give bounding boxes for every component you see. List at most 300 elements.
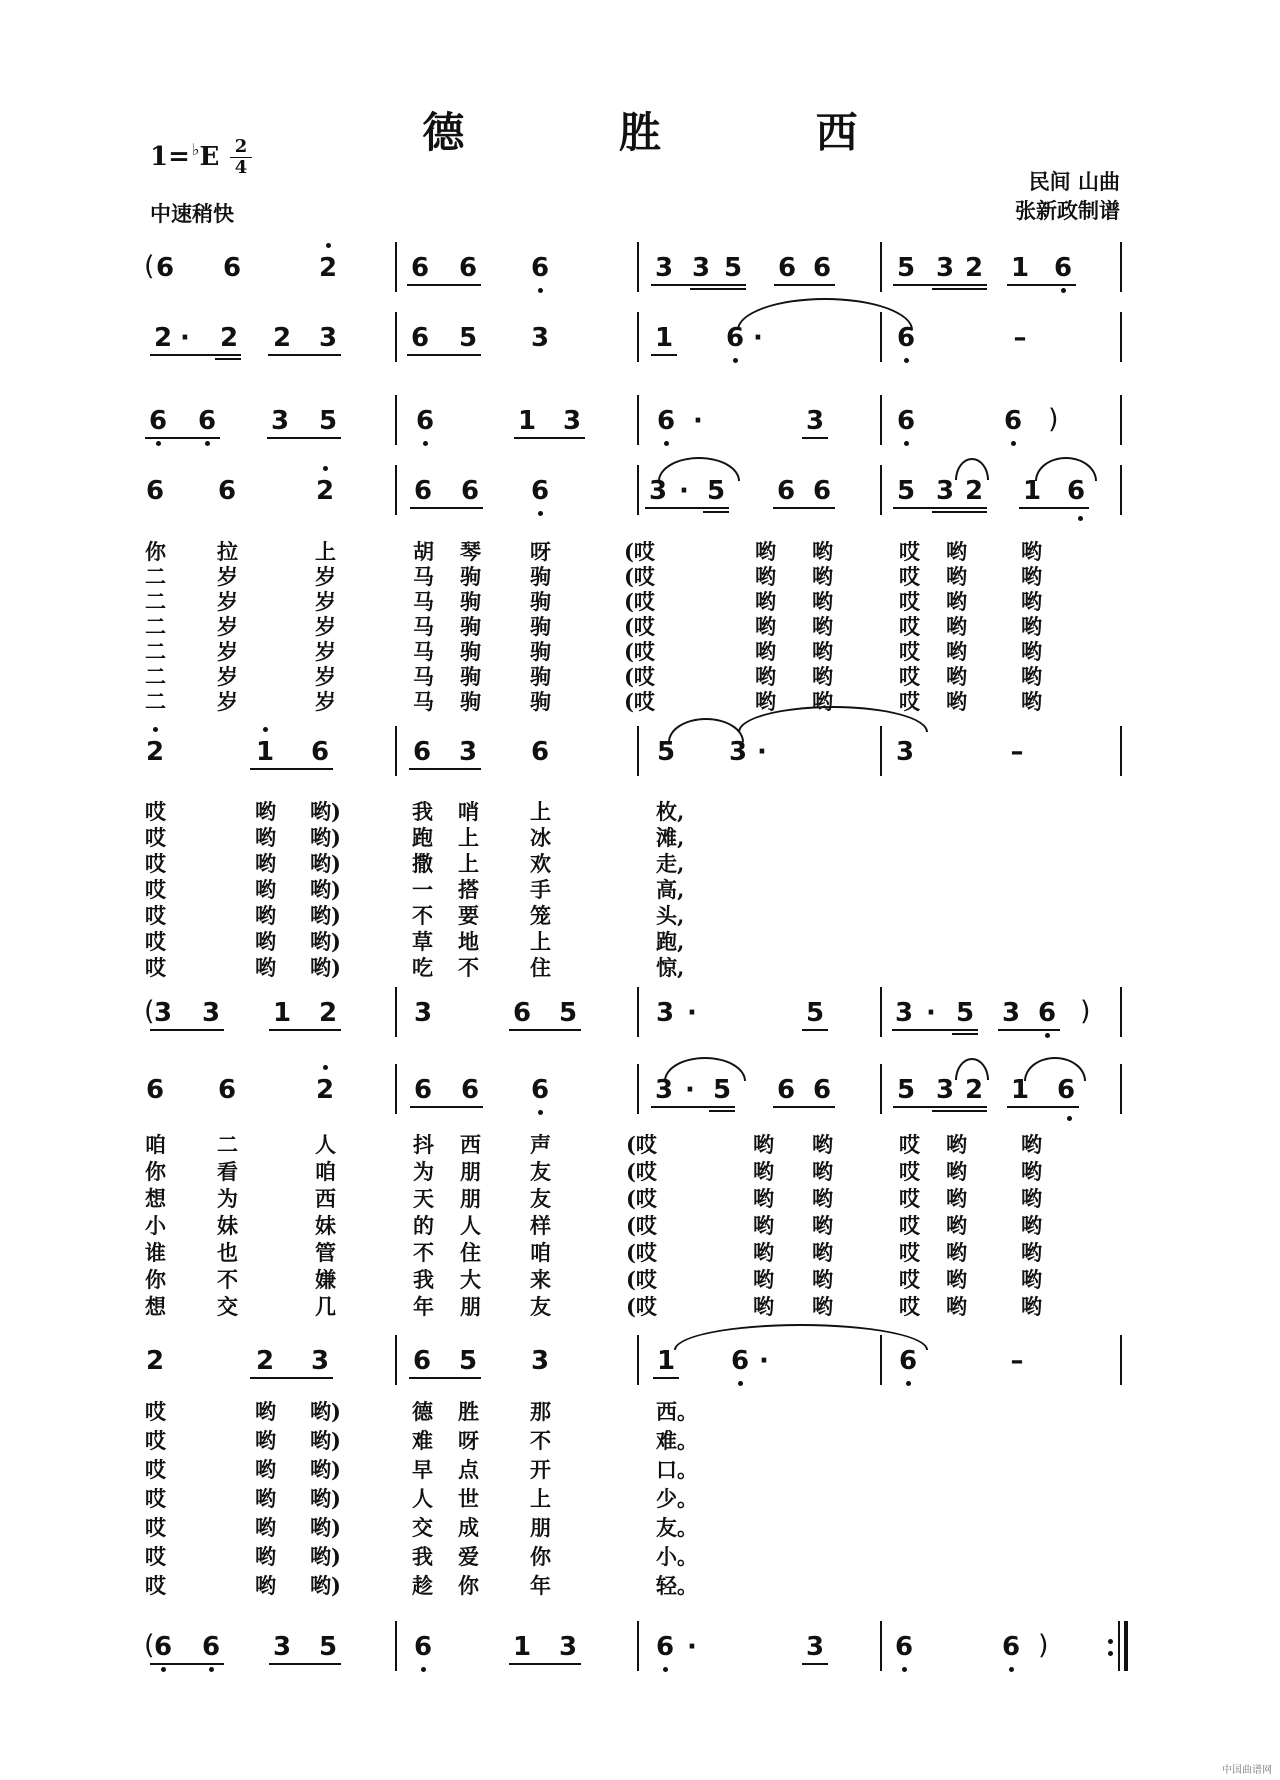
lyric-syllable: 抖 bbox=[413, 1132, 434, 1157]
lyric-syllable: 哟 bbox=[1021, 689, 1042, 714]
lyric-syllable: 样 bbox=[530, 1213, 551, 1238]
tempo-marking: 中速稍快 bbox=[150, 201, 234, 226]
note: 3 bbox=[655, 998, 675, 1028]
lyric-syllable: 哟 bbox=[946, 664, 967, 689]
barline bbox=[637, 1335, 639, 1385]
note: 6 bbox=[460, 1075, 480, 1105]
beam-line bbox=[145, 437, 220, 439]
beam-line bbox=[932, 511, 987, 513]
octave-dot-below bbox=[205, 441, 210, 446]
lyric-syllable: 哟) bbox=[310, 851, 341, 876]
lyric-syllable: 哟) bbox=[310, 929, 341, 954]
note: 5 bbox=[706, 476, 726, 506]
note: 5 bbox=[458, 1346, 478, 1376]
close-paren: ) bbox=[1080, 996, 1091, 1027]
note: 6 bbox=[656, 406, 676, 436]
slur-tie bbox=[658, 457, 740, 481]
close-paren: ) bbox=[1048, 404, 1059, 435]
lyric-syllable: 你 bbox=[145, 539, 166, 564]
lyric-syllable: 哟 bbox=[1021, 539, 1042, 564]
note: 5 bbox=[805, 998, 825, 1028]
slur-tie bbox=[664, 1057, 746, 1081]
lyric-syllable: 二 bbox=[145, 664, 166, 689]
barline bbox=[880, 987, 882, 1037]
lyric-syllable: 不 bbox=[413, 1240, 434, 1265]
barline-end bbox=[1120, 987, 1122, 1037]
lyric-syllable: 朋 bbox=[460, 1159, 481, 1184]
beam-line bbox=[409, 768, 481, 770]
lyric-syllable: 哟 bbox=[946, 1294, 967, 1319]
lyric-syllable: 哟 bbox=[812, 539, 833, 564]
beam-line bbox=[410, 1106, 483, 1108]
note: 5 bbox=[318, 1632, 338, 1662]
octave-dot-above bbox=[326, 243, 331, 248]
note: 3 bbox=[728, 737, 748, 767]
lyric-syllable: 趁 bbox=[412, 1573, 433, 1598]
lyric-syllable: 岁 bbox=[315, 664, 336, 689]
barline-end bbox=[1120, 395, 1122, 445]
lyric-syllable: 小。 bbox=[656, 1544, 698, 1569]
lyric-syllable: 手 bbox=[530, 877, 551, 902]
lyric-syllable: 人 bbox=[315, 1132, 336, 1157]
lyric-syllable: 哟 bbox=[755, 689, 776, 714]
lyric-syllable: 嫌 bbox=[315, 1267, 336, 1292]
lyric-syllable: 岁 bbox=[217, 639, 238, 664]
lyric-syllable: 驹 bbox=[530, 664, 551, 689]
beam-line bbox=[269, 1029, 341, 1031]
lyric-syllable: 妹 bbox=[217, 1213, 238, 1238]
note: 6 bbox=[413, 1632, 433, 1662]
lyric-syllable: 哟 bbox=[755, 539, 776, 564]
lyric-syllable: 哟 bbox=[1021, 1159, 1042, 1184]
slur-tie bbox=[1024, 1057, 1086, 1081]
note: 1 bbox=[272, 998, 292, 1028]
slur-tie bbox=[1035, 457, 1097, 481]
lyric-syllable: (哎 bbox=[626, 1240, 657, 1265]
note: 6 bbox=[217, 476, 237, 506]
lyric-syllable: 哟) bbox=[310, 1428, 341, 1453]
note: 1 bbox=[1022, 476, 1042, 506]
note: 6 bbox=[1001, 1632, 1021, 1662]
lyric-syllable: 友 bbox=[530, 1294, 551, 1319]
barline bbox=[880, 1621, 882, 1671]
octave-dot-below bbox=[902, 1667, 907, 1672]
lyric-syllable: 哟 bbox=[755, 664, 776, 689]
lyric-syllable: 哟 bbox=[255, 929, 276, 954]
barline bbox=[395, 1335, 397, 1385]
note: 6 bbox=[776, 476, 796, 506]
note: 3 bbox=[530, 323, 550, 353]
lyric-syllable: 哎 bbox=[899, 639, 920, 664]
barline bbox=[395, 987, 397, 1037]
note: 6 bbox=[812, 476, 832, 506]
time-numerator: 2 bbox=[234, 136, 248, 157]
octave-dot-below bbox=[1009, 1667, 1014, 1672]
note: 3 bbox=[310, 1346, 330, 1376]
note: · bbox=[757, 737, 767, 767]
lyric-syllable: 哟 bbox=[1021, 1132, 1042, 1157]
note: · bbox=[685, 1075, 695, 1105]
beam-line bbox=[250, 1377, 333, 1379]
lyric-syllable: 哎 bbox=[899, 1240, 920, 1265]
note: 6 bbox=[530, 737, 550, 767]
lyric-syllable: 为 bbox=[217, 1186, 238, 1211]
lyric-syllable: 小 bbox=[145, 1213, 166, 1238]
lyric-syllable: 哎 bbox=[899, 689, 920, 714]
note: 6 bbox=[777, 253, 797, 283]
lyric-syllable: 哟 bbox=[812, 564, 833, 589]
note: 6 bbox=[310, 737, 330, 767]
lyric-syllable: 拉 bbox=[217, 539, 238, 564]
octave-dot-below bbox=[538, 288, 543, 293]
lyric-syllable: 哟 bbox=[255, 877, 276, 902]
note: · bbox=[693, 406, 703, 436]
note: 3 bbox=[894, 998, 914, 1028]
site-watermark: 中国曲谱网 bbox=[1222, 1765, 1272, 1776]
note: – bbox=[1010, 737, 1024, 767]
slur-tie bbox=[955, 1058, 989, 1080]
note: 2 bbox=[272, 323, 292, 353]
song-title: 德 胜 西 bbox=[422, 108, 928, 157]
lyric-syllable: 年 bbox=[530, 1573, 551, 1598]
lyric-syllable: 马 bbox=[413, 614, 434, 639]
lyric-syllable: 哎 bbox=[145, 1457, 166, 1482]
lyric-syllable: 二 bbox=[145, 589, 166, 614]
lyric-syllable: 驹 bbox=[530, 614, 551, 639]
beam-line bbox=[774, 284, 835, 286]
lyric-syllable: 哟 bbox=[1021, 564, 1042, 589]
note: – bbox=[1010, 1346, 1024, 1376]
lyric-syllable: 哎 bbox=[145, 955, 166, 980]
lyric-syllable: (哎 bbox=[626, 1213, 657, 1238]
lyric-syllable: 哎 bbox=[145, 1428, 166, 1453]
note: 1 bbox=[512, 1632, 532, 1662]
lyric-syllable: 哟) bbox=[310, 955, 341, 980]
lyric-syllable: 高, bbox=[656, 877, 685, 902]
note: 6 bbox=[1056, 1075, 1076, 1105]
beam-line bbox=[932, 288, 987, 290]
note: 5 bbox=[318, 406, 338, 436]
beam-line bbox=[651, 354, 677, 356]
lyric-syllable: 哟 bbox=[812, 1213, 833, 1238]
lyric-syllable: 哟 bbox=[255, 1457, 276, 1482]
beam-line bbox=[773, 1106, 835, 1108]
octave-dot-above bbox=[153, 727, 158, 732]
lyric-syllable: 马 bbox=[413, 564, 434, 589]
lyric-syllable: 哟 bbox=[1021, 639, 1042, 664]
lyric-syllable: 哟 bbox=[755, 614, 776, 639]
beam-line bbox=[215, 358, 241, 360]
lyric-syllable: 哟 bbox=[812, 1186, 833, 1211]
lyric-syllable: 成 bbox=[458, 1515, 479, 1540]
lyric-syllable: 要 bbox=[458, 903, 479, 928]
lyric-syllable: 朋 bbox=[530, 1515, 551, 1540]
barline bbox=[395, 395, 397, 445]
octave-dot-below bbox=[1067, 1116, 1072, 1121]
lyric-syllable: 哟 bbox=[812, 589, 833, 614]
lyric-syllable: 哟 bbox=[1021, 1267, 1042, 1292]
lyric-syllable: 驹 bbox=[530, 564, 551, 589]
open-paren: ( bbox=[144, 996, 155, 1027]
barline bbox=[880, 1064, 882, 1114]
lyric-syllable: 二 bbox=[217, 1132, 238, 1157]
note: 3 bbox=[153, 998, 173, 1028]
note: 6 bbox=[415, 406, 435, 436]
lyric-syllable: 爱 bbox=[458, 1544, 479, 1569]
lyric-syllable: 驹 bbox=[460, 664, 481, 689]
beam-line bbox=[651, 1106, 735, 1108]
lyric-syllable: 马 bbox=[413, 689, 434, 714]
lyric-syllable: 哟 bbox=[753, 1213, 774, 1238]
beam-line bbox=[932, 1110, 987, 1112]
octave-dot-below bbox=[161, 1667, 166, 1672]
lyric-syllable: 哟 bbox=[1021, 1213, 1042, 1238]
lyric-syllable: 哎 bbox=[145, 1544, 166, 1569]
lyric-syllable: 哎 bbox=[899, 1186, 920, 1211]
lyric-syllable: 哟) bbox=[310, 1544, 341, 1569]
barline bbox=[637, 987, 639, 1037]
lyric-syllable: 哎 bbox=[899, 664, 920, 689]
beam-line bbox=[709, 1110, 735, 1112]
note: 1 bbox=[656, 1346, 676, 1376]
lyric-syllable: 哟 bbox=[255, 1399, 276, 1424]
note: 6 bbox=[1003, 406, 1023, 436]
lyric-syllable: 哟 bbox=[812, 639, 833, 664]
time-denominator: 4 bbox=[234, 157, 248, 178]
lyric-syllable: 不 bbox=[412, 903, 433, 928]
lyric-syllable: 哟 bbox=[755, 564, 776, 589]
repeat-dot bbox=[1108, 1639, 1113, 1644]
beam-line bbox=[773, 507, 835, 509]
barline bbox=[637, 395, 639, 445]
barline bbox=[395, 242, 397, 292]
lyric-syllable: 琴 bbox=[460, 539, 481, 564]
lyric-syllable: 友 bbox=[530, 1159, 551, 1184]
lyric-syllable: 跑 bbox=[412, 825, 433, 850]
lyric-syllable: 妹 bbox=[315, 1213, 336, 1238]
beam-line bbox=[509, 1029, 581, 1031]
lyric-syllable: (哎 bbox=[626, 1132, 657, 1157]
lyric-syllable: 哟 bbox=[946, 1159, 967, 1184]
lyric-syllable: 上 bbox=[458, 851, 479, 876]
lyric-syllable: (哎 bbox=[624, 664, 655, 689]
octave-dot-below bbox=[738, 1381, 743, 1386]
note: 5 bbox=[723, 253, 743, 283]
beam-line bbox=[651, 284, 746, 286]
note: 3 bbox=[691, 253, 711, 283]
lyric-syllable: 哟) bbox=[310, 903, 341, 928]
octave-dot-below bbox=[904, 358, 909, 363]
beam-line bbox=[1007, 284, 1076, 286]
lyric-syllable: 哟 bbox=[946, 539, 967, 564]
barline-end bbox=[1120, 1064, 1122, 1114]
lyric-syllable: 走, bbox=[656, 851, 685, 876]
note: 6 bbox=[458, 253, 478, 283]
beam-line bbox=[250, 768, 333, 770]
note: 3 bbox=[562, 406, 582, 436]
lyric-syllable: 咱 bbox=[315, 1159, 336, 1184]
octave-dot-above bbox=[323, 1065, 328, 1070]
note: – bbox=[1013, 323, 1027, 353]
lyric-syllable: 哟) bbox=[310, 877, 341, 902]
lyric-syllable: 我 bbox=[412, 1544, 433, 1569]
beam-line bbox=[802, 1663, 828, 1665]
lyric-syllable: 胡 bbox=[413, 539, 434, 564]
lyric-syllable: 哟 bbox=[255, 825, 276, 850]
lyric-syllable: 岁 bbox=[315, 564, 336, 589]
barline bbox=[395, 465, 397, 515]
lyric-syllable: 哎 bbox=[145, 825, 166, 850]
beam-line bbox=[409, 1377, 481, 1379]
barline-end bbox=[1120, 465, 1122, 515]
beam-line bbox=[268, 354, 341, 356]
lyric-syllable: 哟 bbox=[255, 955, 276, 980]
lyric-syllable: 管 bbox=[315, 1240, 336, 1265]
note: 5 bbox=[558, 998, 578, 1028]
lyric-syllable: 住 bbox=[530, 955, 551, 980]
note: 5 bbox=[458, 323, 478, 353]
lyric-syllable: 不 bbox=[217, 1267, 238, 1292]
lyric-syllable: 你 bbox=[458, 1573, 479, 1598]
note: 6 bbox=[896, 406, 916, 436]
lyric-syllable: 不 bbox=[530, 1428, 551, 1453]
beam-line bbox=[150, 1663, 224, 1665]
note: 5 bbox=[656, 737, 676, 767]
note: 2 bbox=[964, 253, 984, 283]
note: 1 bbox=[517, 406, 537, 436]
beam-line bbox=[269, 1663, 341, 1665]
note: 3 bbox=[935, 476, 955, 506]
lyric-syllable: 我 bbox=[413, 1267, 434, 1292]
lyric-syllable: 哟 bbox=[755, 589, 776, 614]
beam-line bbox=[703, 511, 729, 513]
octave-dot-below bbox=[1045, 1033, 1050, 1038]
note: 6 bbox=[898, 1346, 918, 1376]
note: 3 bbox=[648, 476, 668, 506]
beam-line bbox=[407, 354, 481, 356]
lyric-syllable: 驹 bbox=[460, 589, 481, 614]
lyric-syllable: 驹 bbox=[460, 564, 481, 589]
beam-line bbox=[802, 1029, 828, 1031]
lyric-syllable: 哟) bbox=[310, 1573, 341, 1598]
note: 1 bbox=[1010, 1075, 1030, 1105]
key-letter: E bbox=[199, 142, 220, 172]
lyric-syllable: 哎 bbox=[145, 1486, 166, 1511]
lyric-syllable: 马 bbox=[413, 639, 434, 664]
lyric-syllable: 哎 bbox=[145, 929, 166, 954]
lyric-syllable: 哎 bbox=[899, 1159, 920, 1184]
barline bbox=[395, 1621, 397, 1671]
lyric-syllable: 哟) bbox=[310, 1486, 341, 1511]
barline bbox=[637, 1064, 639, 1114]
lyric-syllable: 开 bbox=[530, 1457, 551, 1482]
lyric-syllable: 哟 bbox=[946, 1267, 967, 1292]
lyric-syllable: 驹 bbox=[530, 589, 551, 614]
barline bbox=[880, 465, 882, 515]
lyric-syllable: 驹 bbox=[460, 614, 481, 639]
note: 3 bbox=[1001, 998, 1021, 1028]
open-paren: ( bbox=[144, 251, 155, 282]
lyric-syllable: 哟) bbox=[310, 799, 341, 824]
lyric-syllable: 哎 bbox=[899, 1132, 920, 1157]
lyric-syllable: 友 bbox=[530, 1186, 551, 1211]
note: 6 bbox=[1037, 998, 1057, 1028]
barline bbox=[637, 1621, 639, 1671]
lyric-syllable: 胜 bbox=[458, 1399, 479, 1424]
lyric-syllable: 岁 bbox=[217, 564, 238, 589]
beam-line bbox=[893, 1106, 987, 1108]
lyric-syllable: 哎 bbox=[145, 1515, 166, 1540]
lyric-syllable: 吃 bbox=[412, 955, 433, 980]
lyric-syllable: 上 bbox=[315, 539, 336, 564]
beam-line bbox=[998, 1029, 1060, 1031]
lyric-syllable: 呀 bbox=[530, 539, 551, 564]
barline-end bbox=[1120, 1335, 1122, 1385]
lyric-syllable: 马 bbox=[413, 664, 434, 689]
note: 6 bbox=[894, 1632, 914, 1662]
lyric-syllable: 哟 bbox=[255, 851, 276, 876]
beam-line bbox=[690, 288, 746, 290]
octave-dot-below bbox=[538, 511, 543, 516]
lyric-syllable: 撒 bbox=[412, 851, 433, 876]
key-prefix: 1= bbox=[150, 142, 190, 172]
lyric-syllable: 哟 bbox=[753, 1186, 774, 1211]
credit-arranger: 张新政制谱 bbox=[1015, 198, 1120, 223]
lyric-syllable: 哟 bbox=[255, 799, 276, 824]
octave-dot-below bbox=[156, 441, 161, 446]
lyric-syllable: 岁 bbox=[217, 589, 238, 614]
note: 6 bbox=[725, 323, 745, 353]
note: 5 bbox=[712, 1075, 732, 1105]
octave-dot-below bbox=[1078, 516, 1083, 521]
lyric-syllable: 哨 bbox=[458, 799, 479, 824]
lyric-syllable: 哎 bbox=[145, 877, 166, 902]
octave-dot-below bbox=[906, 1381, 911, 1386]
lyric-syllable: 马 bbox=[413, 589, 434, 614]
lyric-syllable: 上 bbox=[530, 929, 551, 954]
lyric-syllable: 声 bbox=[530, 1132, 551, 1157]
octave-dot-below bbox=[733, 358, 738, 363]
lyric-syllable: 哟 bbox=[255, 903, 276, 928]
note: 1 bbox=[1010, 253, 1030, 283]
lyric-syllable: 朋 bbox=[460, 1186, 481, 1211]
lyric-syllable: 大 bbox=[460, 1267, 481, 1292]
lyric-syllable: 交 bbox=[412, 1515, 433, 1540]
lyric-syllable: 难 bbox=[412, 1428, 433, 1453]
lyric-syllable: 哟 bbox=[1021, 589, 1042, 614]
beam-line bbox=[150, 354, 241, 356]
final-barline-thin bbox=[1118, 1621, 1120, 1671]
lyric-syllable: 住 bbox=[460, 1240, 481, 1265]
lyric-syllable: 哟 bbox=[1021, 1294, 1042, 1319]
lyric-syllable: 想 bbox=[145, 1186, 166, 1211]
lyric-syllable: 哟 bbox=[255, 1428, 276, 1453]
note: · bbox=[759, 1346, 769, 1376]
octave-dot-below bbox=[1011, 441, 1016, 446]
lyric-syllable: 哟 bbox=[946, 1186, 967, 1211]
lyric-syllable: 二 bbox=[145, 614, 166, 639]
note: 3 bbox=[895, 737, 915, 767]
note: 6 bbox=[412, 737, 432, 767]
lyric-syllable: 哎 bbox=[899, 1267, 920, 1292]
note: 3 bbox=[558, 1632, 578, 1662]
barline bbox=[637, 726, 639, 776]
lyric-syllable: 呀 bbox=[458, 1428, 479, 1453]
beam-line bbox=[1019, 507, 1089, 509]
note: 6 bbox=[530, 1075, 550, 1105]
lyric-syllable: 惊, bbox=[656, 955, 685, 980]
note: 6 bbox=[1066, 476, 1086, 506]
